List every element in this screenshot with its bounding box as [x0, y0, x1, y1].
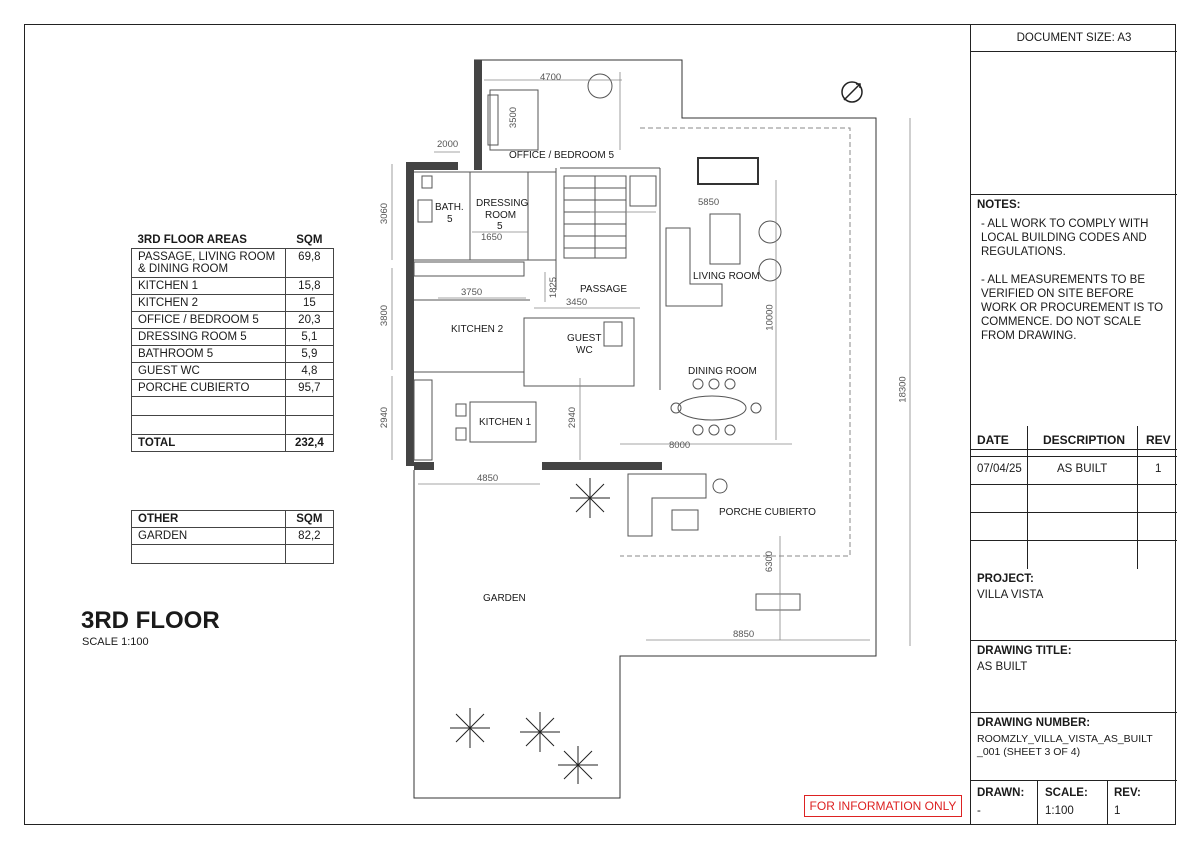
table-row: KITCHEN 1 15,8	[132, 278, 334, 295]
table-row: BATHROOM 5 5,9	[132, 346, 334, 363]
table-row: GARDEN 82,2	[132, 528, 334, 545]
wall-west	[406, 162, 414, 466]
room-living: LIVING ROOM	[693, 271, 760, 282]
project-label: PROJECT:	[977, 573, 1034, 585]
title-block	[970, 24, 1176, 825]
wall-office-west	[474, 60, 482, 170]
dim-8000: 8000	[669, 440, 691, 451]
wall-north-1	[406, 162, 458, 170]
table-row: OFFICE / BEDROOM 5 20,3	[132, 312, 334, 329]
table-row: KITCHEN 2 15	[132, 295, 334, 312]
rev-value: 1	[1114, 805, 1121, 817]
info-only-stamp: FOR INFORMATION ONLY	[804, 795, 962, 817]
room-dressing-number: 5	[497, 221, 503, 232]
rev-label: REV:	[1114, 787, 1141, 799]
other-header-sqm: SQM	[285, 511, 333, 528]
wall-south-2	[542, 462, 662, 470]
areas-table	[131, 234, 334, 452]
sofa	[666, 228, 722, 306]
dim-10000: 10000	[764, 304, 776, 331]
dim-5850: 5850	[698, 197, 720, 208]
wall-south-1	[414, 462, 434, 470]
garden-plants	[450, 478, 610, 784]
floor-title: 3RD FLOOR	[81, 607, 220, 634]
areas-header-sqm: SQM	[296, 234, 323, 246]
room-porche: PORCHE CUBIERTO	[719, 507, 816, 518]
project-name: VILLA VISTA	[977, 589, 1044, 601]
floor-scale: SCALE 1:100	[82, 636, 149, 648]
room-passage: PASSAGE	[580, 284, 628, 295]
room-dressing: DRESSING	[476, 198, 529, 209]
project-section	[971, 569, 1177, 641]
room-dressing-2: ROOM	[485, 210, 517, 221]
stairs	[564, 176, 626, 258]
room-guest: GUEST	[567, 333, 602, 344]
dim-1650: 1650	[481, 232, 503, 243]
dim-18300: 18300	[897, 376, 909, 403]
note-2: - ALL MEASUREMENTS TO BE VERIFIED ON SITE BEFORE WORK OR PROCUREMENT IS TO COMMENCE. DO NOT SCALE FROM DRAWING.	[981, 274, 1164, 342]
room-kitchen2: KITCHEN 2	[451, 324, 504, 335]
dim-3800: 3800	[379, 304, 391, 327]
notes-label: NOTES:	[977, 199, 1021, 211]
drawing-title-section	[971, 641, 1177, 713]
table-row-empty	[971, 512, 1177, 541]
chair	[588, 74, 612, 98]
room-office: OFFICE / BEDROOM 5	[509, 150, 615, 161]
room-wc: WC	[576, 345, 593, 356]
dim-3750: 3750	[461, 287, 483, 298]
drawing-title: AS BUILT	[977, 661, 1028, 673]
table-row: GUEST WC 4,8	[132, 363, 334, 380]
porch-cover-line	[620, 128, 850, 556]
table-row: PORCHE CUBIERTO 95,7	[132, 380, 334, 397]
fireplace	[698, 158, 758, 184]
scale-value: 1:100	[1045, 805, 1074, 817]
logo-area	[971, 52, 1177, 195]
dim-2940-left: 2940	[379, 406, 391, 429]
rev-header-description: DESCRIPTION	[1043, 433, 1126, 447]
dim-4850: 4850	[477, 473, 499, 484]
dim-3450: 3450	[566, 297, 588, 308]
porch-table	[756, 594, 800, 610]
room-garden: GARDEN	[483, 593, 526, 604]
drawing-title-label: DRAWING TITLE:	[977, 645, 1072, 657]
dim-8850: 8850	[733, 629, 755, 640]
table-row-empty	[132, 397, 334, 416]
north-arrow-icon	[842, 82, 862, 102]
table-row: 07/04/25 AS BUILT 1	[971, 456, 1177, 485]
dim-2000: 2000	[437, 139, 459, 150]
table-row-total: TOTAL 232,4	[132, 435, 334, 452]
coffee-table	[710, 214, 740, 264]
terrace-outline	[414, 60, 876, 798]
elevator	[630, 176, 656, 206]
dim-2940-mid: 2940	[567, 406, 579, 429]
drawing-number-label: DRAWING NUMBER:	[977, 717, 1091, 729]
document-size: DOCUMENT SIZE: A3	[971, 24, 1177, 52]
table-row-empty	[132, 416, 334, 435]
dim-3500: 3500	[508, 106, 520, 129]
scale-label: SCALE:	[1045, 787, 1088, 799]
rev-header-date: DATE	[977, 433, 1009, 447]
dim-3060: 3060	[379, 202, 391, 225]
dim-1825: 1825	[548, 276, 560, 299]
drawing-number-section	[971, 713, 1177, 781]
drawing-number: ROOMZLY_VILLA_VISTA_AS_BUILT _001 (SHEET 3 OF 4)	[977, 733, 1153, 758]
other-table	[131, 510, 334, 564]
note-1: - ALL WORK TO COMPLY WITH LOCAL BUILDING CODES AND REGULATIONS.	[981, 218, 1149, 258]
drawn-label: DRAWN:	[977, 787, 1025, 799]
room-dining: DINING ROOM	[688, 366, 757, 377]
areas-header-label: 3RD FLOOR AREAS	[137, 234, 247, 246]
room-bath: BATH.	[435, 202, 464, 213]
table-row: DRESSING ROOM 5 5,1	[132, 329, 334, 346]
other-header-label: OTHER	[132, 511, 286, 528]
porch-sofa	[628, 474, 706, 536]
dining-table	[678, 396, 746, 420]
room-bath-number: 5	[447, 214, 453, 225]
drawn-scale-rev	[971, 781, 1177, 825]
rev-header-rev: REV	[1146, 433, 1171, 447]
drawn-value: -	[977, 805, 981, 817]
dim-4700: 4700	[540, 72, 562, 83]
notes-section	[971, 195, 1177, 450]
room-kitchen1: KITCHEN 1	[479, 417, 532, 428]
table-row-empty	[971, 484, 1177, 513]
table-row-empty	[132, 545, 334, 564]
dim-6300: 6300	[764, 550, 776, 573]
table-row: PASSAGE, LIVING ROOM & DINING ROOM 69,8	[132, 249, 334, 278]
